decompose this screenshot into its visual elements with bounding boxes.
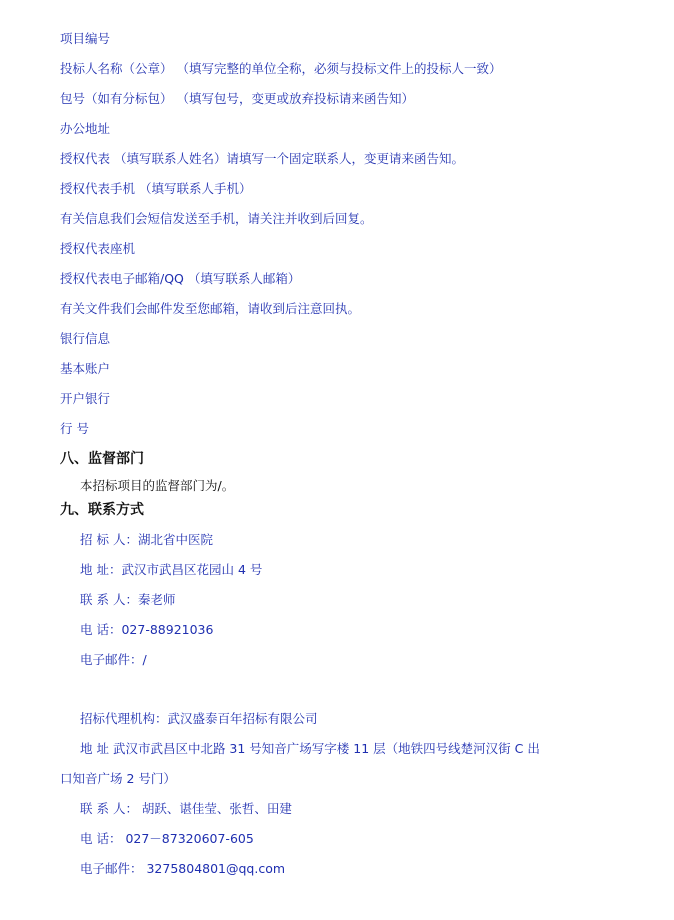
bank-number-field: 行 号 xyxy=(60,421,89,436)
rep-landline-field: 授权代表座机 xyxy=(60,241,136,256)
tenderer-address-line: 地 址：武汉市武昌区花园山 4 号 xyxy=(80,562,263,577)
email-note: 有关文件我们会邮件发至您邮箱，请收到后注意回执。 xyxy=(60,301,361,316)
package-number-field: 包号（如有分标包） （填写包号，变更或放弃投标请来函告知） xyxy=(60,91,414,106)
agency-phone-line: 电 话： 027－87320607-605 xyxy=(80,831,254,846)
agency-line: 招标代理机构：武汉盛泰百年招标有限公司 xyxy=(80,711,318,726)
agency-address-line-cont: 口知音广场 2 号门） xyxy=(60,771,176,786)
tenderer-email-line: 电子邮件：/ xyxy=(80,652,147,667)
tenderer-phone-line: 电 话：027-88921036 xyxy=(80,622,214,637)
section-heading: 八、监督部门 xyxy=(60,451,144,467)
rep-email-field: 授权代表电子邮箱/QQ （填写联系人邮箱） xyxy=(60,271,301,286)
agency-email-line: 电子邮件： 3275804801@qq.com xyxy=(80,861,286,876)
tenderer-contact-line: 联 系 人：秦老师 xyxy=(80,592,176,607)
bidder-name-field: 投标人名称（公章） （填写完整的单位全称，必须与投标文件上的投标人一致） xyxy=(60,61,502,76)
authorized-rep-field: 授权代表 （填写联系人姓名）请填写一个固定联系人，变更请来函告知。 xyxy=(60,151,464,166)
office-address-field: 办公地址 xyxy=(60,121,111,136)
agency-address-line: 地 址 武汉市武昌区中北路 31 号知音广场写字楼 11 层（地铁四号线楚河汉街 C 出 xyxy=(80,741,540,756)
agency-contact-line: 联 系 人： 胡跃、谌佳莹、张哲、田建 xyxy=(80,801,292,816)
sms-note: 有关信息我们会短信发送至手机，请关注并收到后回复。 xyxy=(60,211,373,226)
project-number-field: 项目编号 xyxy=(60,31,111,46)
rep-mobile-field: 授权代表手机 （填写联系人手机） xyxy=(60,181,252,196)
supervision-text: 本招标项目的监督部门为/。 xyxy=(80,478,235,493)
opening-bank-field: 开户银行 xyxy=(60,391,111,406)
section-heading: 九、联系方式 xyxy=(60,502,144,518)
basic-account-field: 基本账户 xyxy=(60,361,111,376)
tenderer-line: 招 标 人：湖北省中医院 xyxy=(80,532,213,547)
bank-info-label: 银行信息 xyxy=(60,331,111,346)
